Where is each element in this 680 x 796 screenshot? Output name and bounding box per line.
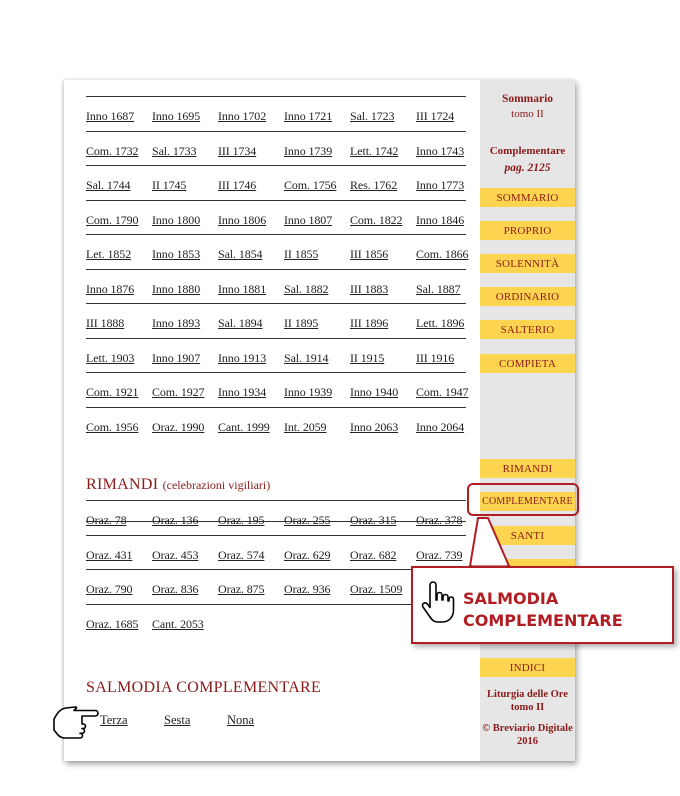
rimandi-link[interactable]: Oraz. 431 xyxy=(86,547,133,562)
rimandi-link[interactable]: Oraz. 136 xyxy=(152,513,199,527)
index-link[interactable]: II 1745 xyxy=(152,178,187,192)
index-link[interactable]: Com. 1921 xyxy=(86,385,139,399)
index-link[interactable]: Sal. 1887 xyxy=(416,281,461,296)
index-link[interactable]: Inno 1806 xyxy=(218,212,267,227)
link-terza[interactable]: Terza xyxy=(100,713,128,727)
rimandi-link[interactable]: Oraz. 574 xyxy=(218,547,265,562)
index-link[interactable]: Com. 1956 xyxy=(86,419,139,434)
index-link[interactable]: Inno 1881 xyxy=(218,281,267,296)
index-link[interactable]: Oraz. 1990 xyxy=(152,419,205,434)
nav-ordinario[interactable]: ORDINARIO xyxy=(480,287,575,306)
index-link[interactable]: Inno 1739 xyxy=(284,143,333,158)
hand-pointer-left-icon xyxy=(52,706,100,740)
index-link[interactable]: Inno 1934 xyxy=(218,385,267,399)
rimandi-link[interactable]: Oraz. 790 xyxy=(86,582,133,596)
nav-sommario[interactable]: SOMMARIO xyxy=(480,188,575,207)
rimandi-link[interactable]: Oraz. 836 xyxy=(152,582,199,596)
index-link[interactable]: Inno 1687 xyxy=(86,109,135,123)
link-sesta[interactable]: Sesta xyxy=(164,713,191,727)
index-link[interactable]: Let. 1852 xyxy=(86,247,132,261)
index-link[interactable]: Sal. 1733 xyxy=(152,143,197,158)
rimandi-link[interactable]: Oraz. 936 xyxy=(284,582,331,596)
nav-compieta[interactable]: COMPIETA xyxy=(480,354,575,373)
rimandi-link[interactable]: Oraz. 875 xyxy=(218,582,265,596)
rimandi-link[interactable]: Oraz. 1685 xyxy=(86,616,139,631)
nav-complementare[interactable]: COMPLEMENTARE xyxy=(480,492,575,511)
callout-line-1: SALMODIA xyxy=(463,589,559,608)
index-link[interactable]: II 1895 xyxy=(284,316,319,330)
callout-box xyxy=(411,566,674,644)
footer-line-4: 2016 xyxy=(517,736,538,747)
footer-line-2: tomo II xyxy=(510,702,545,713)
index-link[interactable]: III 1883 xyxy=(350,281,389,296)
index-link[interactable]: Inno 1800 xyxy=(152,212,201,227)
index-link[interactable]: III 1746 xyxy=(218,178,257,192)
rimandi-link[interactable]: Oraz. 739 xyxy=(416,547,463,562)
rimandi-link[interactable]: Oraz. 195 xyxy=(218,513,265,527)
index-link[interactable]: Inno 1853 xyxy=(152,247,201,261)
index-link[interactable]: Inno 1721 xyxy=(284,109,333,123)
index-link[interactable]: III 1734 xyxy=(218,143,257,158)
index-link[interactable]: II 1855 xyxy=(284,247,319,261)
index-link[interactable]: Com. 1790 xyxy=(86,212,139,227)
sidebar-section: Complementare xyxy=(489,145,566,157)
nav-rimandi[interactable]: RIMANDI xyxy=(480,459,575,478)
nav-proprio[interactable]: PROPRIO xyxy=(480,221,575,240)
index-link[interactable]: III 1896 xyxy=(350,316,389,330)
index-link[interactable]: III 1724 xyxy=(416,109,455,123)
index-link[interactable]: III 1856 xyxy=(350,247,389,261)
index-link[interactable]: Int. 2059 xyxy=(284,419,327,434)
index-link[interactable]: Inno 1880 xyxy=(152,281,201,296)
index-link[interactable]: Sal. 1854 xyxy=(218,247,263,261)
callout-text xyxy=(463,588,623,632)
index-link[interactable]: Inno 2064 xyxy=(416,419,465,434)
nav-salterio[interactable]: SALTERIO xyxy=(480,320,575,339)
index-link[interactable]: Com. 1927 xyxy=(152,385,205,399)
sidebar-title[interactable]: Sommario xyxy=(501,93,554,105)
rimandi-title: RIMANDI xyxy=(86,476,159,493)
footer-line-3: © Breviario Digitale xyxy=(482,723,573,734)
footer-line-1: Liturgia delle Ore xyxy=(487,689,568,700)
hand-pointer-icon xyxy=(420,580,456,624)
index-link[interactable]: Inno 1807 xyxy=(284,212,333,227)
rimandi-link[interactable]: Oraz. 453 xyxy=(152,547,199,562)
index-link[interactable]: Inno 1913 xyxy=(218,350,267,365)
index-link[interactable]: Sal. 1894 xyxy=(218,316,263,330)
index-link[interactable]: Com. 1866 xyxy=(416,247,469,261)
nav-solennita[interactable]: SOLENNITÀ xyxy=(480,254,575,273)
index-link[interactable]: Cant. 1999 xyxy=(218,419,270,434)
index-link[interactable]: Inno 2063 xyxy=(350,419,399,434)
index-link[interactable]: Sal. 1882 xyxy=(284,281,329,296)
rimandi-link[interactable]: Oraz. 378 xyxy=(416,513,463,527)
index-link[interactable]: III 1916 xyxy=(416,350,455,365)
index-link[interactable]: II 1915 xyxy=(350,350,385,365)
rimandi-subtitle: (celebrazioni vigiliari) xyxy=(162,478,271,492)
nav-indici[interactable]: INDICI xyxy=(480,658,575,677)
callout-line-2: COMPLEMENTARE xyxy=(463,611,623,630)
index-link[interactable]: Com. 1732 xyxy=(86,143,139,158)
index-link[interactable]: Inno 1939 xyxy=(284,385,333,399)
index-link[interactable]: Inno 1846 xyxy=(416,212,465,227)
index-link[interactable]: Res. 1762 xyxy=(350,178,398,192)
sidebar-page: pag. 2125 xyxy=(504,162,551,174)
index-link[interactable]: Sal. 1723 xyxy=(350,109,395,123)
index-link[interactable]: Inno 1773 xyxy=(416,178,465,192)
rimandi-link[interactable]: Oraz. 1509 xyxy=(350,582,403,596)
index-link[interactable]: Inno 1695 xyxy=(152,109,201,123)
index-link[interactable]: Com. 1756 xyxy=(284,178,337,192)
index-link[interactable]: Sal. 1914 xyxy=(284,350,329,365)
index-link[interactable]: Sal. 1744 xyxy=(86,178,131,192)
salmodia-title: SALMODIA COMPLEMENTARE xyxy=(86,679,322,696)
index-link[interactable]: Inno 1893 xyxy=(152,316,201,330)
sidebar-subtitle: tomo II xyxy=(511,108,544,120)
rimandi-link[interactable]: Oraz. 78 xyxy=(86,513,127,527)
index-link[interactable]: Inno 1702 xyxy=(218,109,267,123)
index-link[interactable]: Lett. 1903 xyxy=(86,350,135,365)
rimandi-link[interactable]: Cant. 2053 xyxy=(152,616,204,631)
index-link[interactable]: Inno 1876 xyxy=(86,281,135,296)
index-link[interactable]: Com. 1822 xyxy=(350,212,403,227)
index-link[interactable]: Lett. 1896 xyxy=(416,316,465,330)
index-link[interactable]: Inno 1907 xyxy=(152,350,201,365)
rimandi-link[interactable]: Oraz. 315 xyxy=(350,513,397,527)
index-link[interactable]: III 1888 xyxy=(86,316,125,330)
rimandi-link[interactable]: Oraz. 255 xyxy=(284,513,331,527)
nav-santi[interactable]: SANTI xyxy=(480,526,575,545)
index-link[interactable]: Inno 1743 xyxy=(416,143,465,158)
rimandi-link[interactable]: Oraz. 682 xyxy=(350,547,397,562)
link-nona[interactable]: Nona xyxy=(227,713,255,727)
index-link[interactable]: Inno 1940 xyxy=(350,385,399,399)
index-link[interactable]: Lett. 1742 xyxy=(350,143,399,158)
rimandi-link[interactable]: Oraz. 629 xyxy=(284,547,331,562)
index-link[interactable]: Com. 1947 xyxy=(416,385,469,399)
